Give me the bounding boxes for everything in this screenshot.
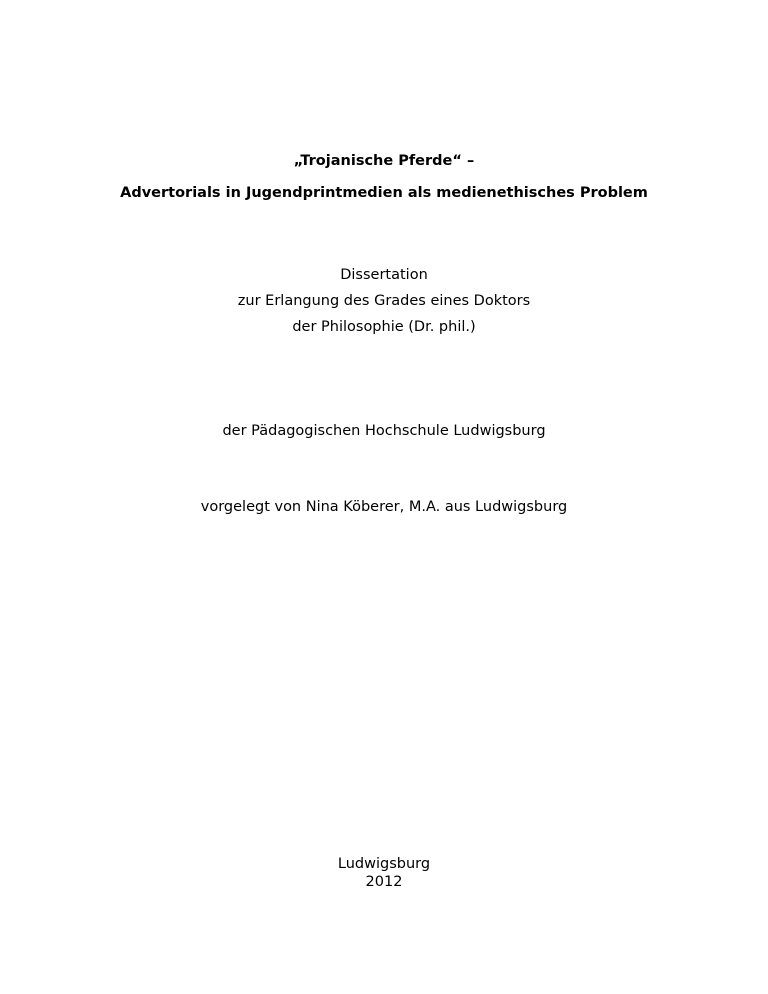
author-line: vorgelegt von Nina Köberer, M.A. aus Ludwigsburg	[200, 499, 568, 515]
title-line-1: „Trojanische Pferde“ –	[293, 153, 475, 169]
title-line-2: Advertorials in Jugendprintmedien als medienethisches Problem	[120, 185, 648, 201]
degree-line-1: Dissertation	[340, 267, 428, 283]
degree-line-2: zur Erlangung des Grades eines Doktors	[237, 293, 531, 309]
degree-line-3: der Philosophie (Dr. phil.)	[292, 319, 476, 335]
institution-line: der Pädagogischen Hochschule Ludwigsburg	[222, 423, 546, 439]
place-line: Ludwigsburg	[337, 856, 431, 872]
year-line: 2012	[365, 874, 403, 890]
